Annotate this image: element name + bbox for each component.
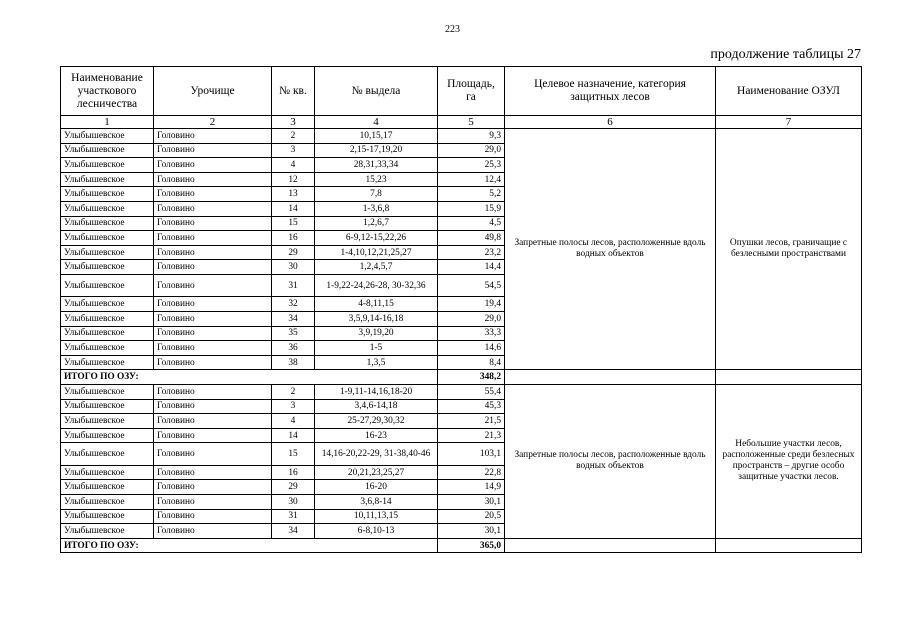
allotment-cell: 1-4,10,12,21,25,27 bbox=[315, 245, 438, 260]
forestry-cell: Улыбышевское bbox=[61, 216, 154, 231]
quarter-cell: 15 bbox=[272, 443, 315, 466]
area-cell: 45,3 bbox=[438, 399, 505, 414]
purpose-cell: Запретные полосы лесов, расположенные вдоль водных объектов bbox=[505, 385, 716, 539]
tract-cell: Головино bbox=[154, 385, 272, 400]
forestry-cell: Улыбышевское bbox=[61, 443, 154, 466]
quarter-cell: 29 bbox=[272, 480, 315, 495]
quarter-cell: 2 bbox=[272, 385, 315, 400]
forestry-cell: Улыбышевское bbox=[61, 524, 154, 539]
column-number: 1 bbox=[61, 116, 154, 129]
tract-cell: Головино bbox=[154, 187, 272, 202]
area-cell: 21,5 bbox=[438, 414, 505, 429]
table-body bbox=[61, 129, 862, 553]
forestry-cell: Улыбышевское bbox=[61, 245, 154, 260]
tract-cell: Головино bbox=[154, 414, 272, 429]
tract-cell: Головино bbox=[154, 480, 272, 495]
column-number: 7 bbox=[716, 116, 862, 129]
column-number: 6 bbox=[505, 116, 716, 129]
allotment-cell: 15,23 bbox=[315, 172, 438, 187]
allotment-cell: 1-5 bbox=[315, 341, 438, 356]
allotment-cell: 16-23 bbox=[315, 428, 438, 443]
forestry-cell: Улыбышевское bbox=[61, 465, 154, 480]
forestry-cell: Улыбышевское bbox=[61, 326, 154, 341]
forestry-cell: Улыбышевское bbox=[61, 355, 154, 370]
allotment-cell: 1,3,5 bbox=[315, 355, 438, 370]
allotment-cell: 3,4,6-14,18 bbox=[315, 399, 438, 414]
total-value: 365,0 bbox=[438, 538, 505, 553]
quarter-cell: 35 bbox=[272, 326, 315, 341]
purpose-cell: Запретные полосы лесов, расположенные вдоль водных объектов bbox=[505, 129, 716, 370]
empty-cell bbox=[505, 538, 716, 553]
quarter-cell: 31 bbox=[272, 274, 315, 297]
table-row bbox=[61, 129, 862, 144]
quarter-cell: 14 bbox=[272, 428, 315, 443]
area-cell: 21,3 bbox=[438, 428, 505, 443]
header-quarter: № кв. bbox=[272, 67, 315, 116]
allotment-cell: 6-8,10-13 bbox=[315, 524, 438, 539]
tract-cell: Головино bbox=[154, 231, 272, 246]
area-cell: 14,6 bbox=[438, 341, 505, 356]
forestry-cell: Улыбышевское bbox=[61, 480, 154, 495]
empty-cell bbox=[716, 370, 862, 385]
area-cell: 55,4 bbox=[438, 385, 505, 400]
allotment-cell: 1,2,6,7 bbox=[315, 216, 438, 231]
forestry-cell: Улыбышевское bbox=[61, 297, 154, 312]
ozul-cell: Небольшие участки лесов, расположенные среди безлесных пространств – другие особо защитные участки лесов. bbox=[716, 385, 862, 539]
total-label: ИТОГО ПО ОЗУ: bbox=[61, 538, 438, 553]
ozul-cell: Опушки лесов, граничащие с безлесными пространствами bbox=[716, 129, 862, 370]
quarter-cell: 14 bbox=[272, 201, 315, 216]
area-cell: 12,4 bbox=[438, 172, 505, 187]
area-cell: 14,9 bbox=[438, 480, 505, 495]
column-number: 3 bbox=[272, 116, 315, 129]
area-cell: 8,4 bbox=[438, 355, 505, 370]
area-cell: 30,1 bbox=[438, 495, 505, 510]
total-value: 348,2 bbox=[438, 370, 505, 385]
forestry-cell: Улыбышевское bbox=[61, 341, 154, 356]
allotment-cell: 1-9,22-24,26-28, 30-32,36 bbox=[315, 274, 438, 297]
allotment-cell: 1-9,11-14,16,18-20 bbox=[315, 385, 438, 400]
quarter-cell: 30 bbox=[272, 495, 315, 510]
area-cell: 23,2 bbox=[438, 245, 505, 260]
header-tract: Урочище bbox=[154, 67, 272, 116]
table-row bbox=[61, 385, 862, 400]
quarter-cell: 34 bbox=[272, 312, 315, 327]
allotment-cell: 1,2,4,5,7 bbox=[315, 260, 438, 275]
quarter-cell: 34 bbox=[272, 524, 315, 539]
quarter-cell: 3 bbox=[272, 399, 315, 414]
allotment-cell: 7,8 bbox=[315, 187, 438, 202]
quarter-cell: 36 bbox=[272, 341, 315, 356]
area-cell: 25,3 bbox=[438, 158, 505, 173]
tract-cell: Головино bbox=[154, 143, 272, 158]
tract-cell: Головино bbox=[154, 312, 272, 327]
tract-cell: Головино bbox=[154, 274, 272, 297]
allotment-cell: 14,16-20,22-29, 31-38,40-46 bbox=[315, 443, 438, 466]
forestry-cell: Улыбышевское bbox=[61, 428, 154, 443]
tract-cell: Головино bbox=[154, 172, 272, 187]
forest-areas-table bbox=[60, 66, 862, 553]
quarter-cell: 4 bbox=[272, 414, 315, 429]
table-continuation-caption: продолжение таблицы 27 bbox=[710, 47, 861, 62]
allotment-cell: 3,9,19,20 bbox=[315, 326, 438, 341]
header-ozul: Наименование ОЗУЛ bbox=[716, 67, 862, 116]
header-allotment: № выдела bbox=[315, 67, 438, 116]
quarter-cell: 2 bbox=[272, 129, 315, 144]
quarter-cell: 15 bbox=[272, 216, 315, 231]
quarter-cell: 38 bbox=[272, 355, 315, 370]
area-cell: 5,2 bbox=[438, 187, 505, 202]
area-cell: 22,8 bbox=[438, 465, 505, 480]
tract-cell: Головино bbox=[154, 443, 272, 466]
column-number: 2 bbox=[154, 116, 272, 129]
quarter-cell: 4 bbox=[272, 158, 315, 173]
quarter-cell: 16 bbox=[272, 231, 315, 246]
tract-cell: Головино bbox=[154, 216, 272, 231]
header-purpose: Целевое назначение, категория защитных лесов bbox=[505, 67, 716, 116]
column-number-row bbox=[61, 116, 862, 129]
forestry-cell: Улыбышевское bbox=[61, 399, 154, 414]
forestry-cell: Улыбышевское bbox=[61, 385, 154, 400]
area-cell: 29,0 bbox=[438, 143, 505, 158]
area-cell: 49,8 bbox=[438, 231, 505, 246]
allotment-cell: 4-8,11,15 bbox=[315, 297, 438, 312]
tract-cell: Головино bbox=[154, 326, 272, 341]
header-area: Площадь, га bbox=[438, 67, 505, 116]
forestry-cell: Улыбышевское bbox=[61, 129, 154, 144]
area-cell: 20,5 bbox=[438, 509, 505, 524]
forestry-cell: Улыбышевское bbox=[61, 274, 154, 297]
allotment-cell: 3,5,9,14-16,18 bbox=[315, 312, 438, 327]
empty-cell bbox=[505, 370, 716, 385]
forestry-cell: Улыбышевское bbox=[61, 231, 154, 246]
tract-cell: Головино bbox=[154, 341, 272, 356]
total-row bbox=[61, 538, 862, 553]
total-label: ИТОГО ПО ОЗУ: bbox=[61, 370, 438, 385]
tract-cell: Головино bbox=[154, 260, 272, 275]
area-cell: 33,3 bbox=[438, 326, 505, 341]
forestry-cell: Улыбышевское bbox=[61, 414, 154, 429]
allotment-cell: 2,15-17,19,20 bbox=[315, 143, 438, 158]
quarter-cell: 31 bbox=[272, 509, 315, 524]
quarter-cell: 30 bbox=[272, 260, 315, 275]
area-cell: 54,5 bbox=[438, 274, 505, 297]
forestry-cell: Улыбышевское bbox=[61, 495, 154, 510]
tract-cell: Головино bbox=[154, 355, 272, 370]
tract-cell: Головино bbox=[154, 495, 272, 510]
allotment-cell: 25-27,29,30,32 bbox=[315, 414, 438, 429]
allotment-cell: 28,31,33,34 bbox=[315, 158, 438, 173]
forestry-cell: Улыбышевское bbox=[61, 509, 154, 524]
quarter-cell: 29 bbox=[272, 245, 315, 260]
area-cell: 9,3 bbox=[438, 129, 505, 144]
quarter-cell: 32 bbox=[272, 297, 315, 312]
area-cell: 29,0 bbox=[438, 312, 505, 327]
area-cell: 103,1 bbox=[438, 443, 505, 466]
tract-cell: Головино bbox=[154, 245, 272, 260]
allotment-cell: 20,21,23,25,27 bbox=[315, 465, 438, 480]
total-row bbox=[61, 370, 862, 385]
allotment-cell: 16-20 bbox=[315, 480, 438, 495]
header-forestry: Наименование участкового лесничества bbox=[61, 67, 154, 116]
tract-cell: Головино bbox=[154, 428, 272, 443]
forestry-cell: Улыбышевское bbox=[61, 201, 154, 216]
column-number: 5 bbox=[438, 116, 505, 129]
quarter-cell: 12 bbox=[272, 172, 315, 187]
forestry-cell: Улыбышевское bbox=[61, 260, 154, 275]
allotment-cell: 1-3,6,8 bbox=[315, 201, 438, 216]
area-cell: 30,1 bbox=[438, 524, 505, 539]
tract-cell: Головино bbox=[154, 399, 272, 414]
forestry-cell: Улыбышевское bbox=[61, 312, 154, 327]
quarter-cell: 16 bbox=[272, 465, 315, 480]
area-cell: 15,9 bbox=[438, 201, 505, 216]
page-number: 223 bbox=[445, 24, 460, 35]
forestry-cell: Улыбышевское bbox=[61, 143, 154, 158]
quarter-cell: 13 bbox=[272, 187, 315, 202]
allotment-cell: 3,6,8-14 bbox=[315, 495, 438, 510]
area-cell: 4,5 bbox=[438, 216, 505, 231]
tract-cell: Головино bbox=[154, 201, 272, 216]
allotment-cell: 6-9,12-15,22,26 bbox=[315, 231, 438, 246]
header-row bbox=[61, 67, 862, 116]
forestry-cell: Улыбышевское bbox=[61, 187, 154, 202]
forestry-cell: Улыбышевское bbox=[61, 158, 154, 173]
forestry-cell: Улыбышевское bbox=[61, 172, 154, 187]
tract-cell: Головино bbox=[154, 297, 272, 312]
tract-cell: Головино bbox=[154, 524, 272, 539]
column-number: 4 bbox=[315, 116, 438, 129]
tract-cell: Головино bbox=[154, 158, 272, 173]
quarter-cell: 3 bbox=[272, 143, 315, 158]
allotment-cell: 10,15,17 bbox=[315, 129, 438, 144]
tract-cell: Головино bbox=[154, 129, 272, 144]
area-cell: 14,4 bbox=[438, 260, 505, 275]
area-cell: 19,4 bbox=[438, 297, 505, 312]
tract-cell: Головино bbox=[154, 509, 272, 524]
empty-cell bbox=[716, 538, 862, 553]
tract-cell: Головино bbox=[154, 465, 272, 480]
allotment-cell: 10,11,13,15 bbox=[315, 509, 438, 524]
